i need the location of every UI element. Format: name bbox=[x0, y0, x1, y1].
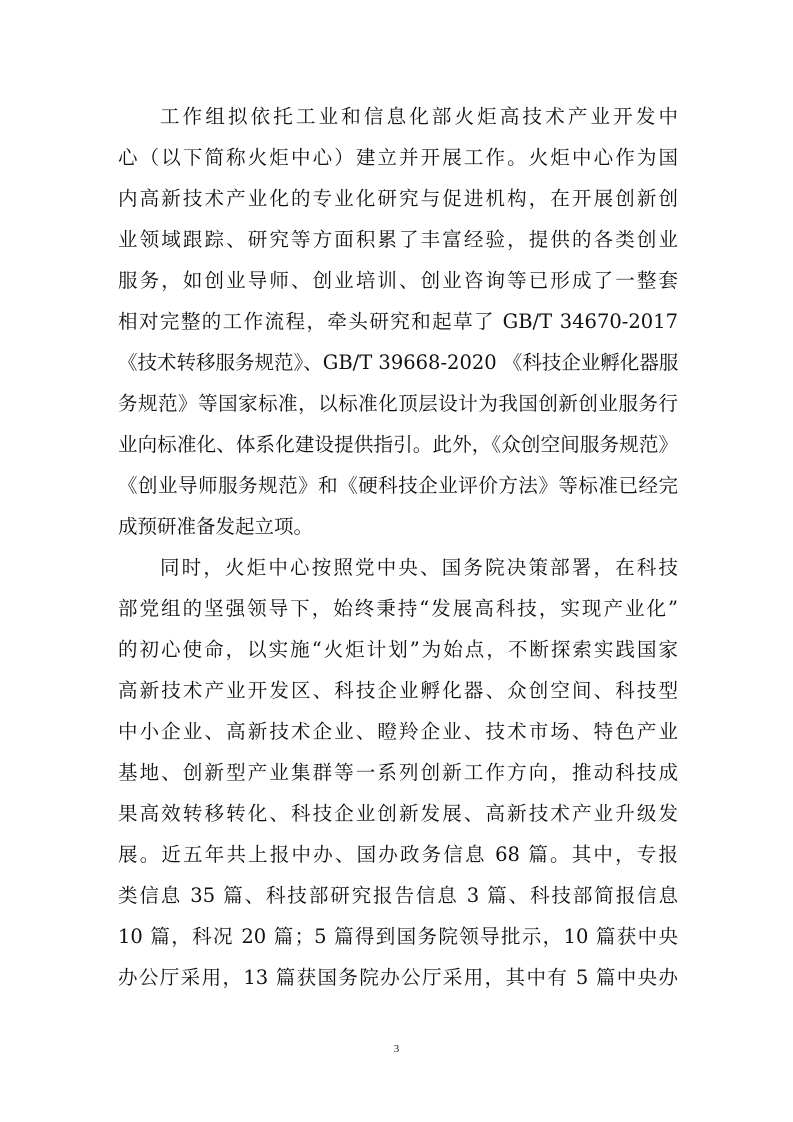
paragraph-1-line-10: 《创业导师服务规范》和《硬科技企业评价方法》等标准已经完 bbox=[118, 474, 678, 497]
body-text bbox=[118, 96, 678, 998]
paragraph-1-line-11: 成预研准备发起立项。 bbox=[118, 515, 314, 538]
paragraph-2-line-2: 部党组的坚强领导下，始终秉持“发展高科技，实现产业化” bbox=[118, 597, 678, 620]
paragraph-1-line-3: 内高新技术产业化的专业化研究与促进机构，在开展创新创 bbox=[118, 187, 678, 210]
paragraph-2-line-1: 同时，火炬中心按照党中央、国务院决策部署，在科技 bbox=[160, 556, 678, 579]
paragraph-2-line-11: 办公厅采用，13 篇获国务院办公厅采用，其中有 5 篇中央办 bbox=[118, 966, 678, 989]
paragraph-1-line-5: 服务，如创业导师、创业培训、创业咨询等已形成了一整套 bbox=[118, 269, 678, 292]
page-number: 3 bbox=[393, 1043, 400, 1055]
paragraph-2-line-6: 基地、创新型产业集群等一系列创新工作方向，推动科技成 bbox=[118, 761, 678, 784]
paragraph-2-line-5: 中小企业、高新技术企业、瞪羚企业、技术市场、特色产业 bbox=[118, 720, 678, 743]
paragraph-1-line-2: 心（以下简称火炬中心）建立并开展工作。火炬中心作为国 bbox=[118, 146, 678, 169]
paragraph-2-line-7: 果高效转移转化、科技企业创新发展、高新技术产业升级发 bbox=[118, 802, 678, 825]
paragraph-2-line-10: 10 篇，科况 20 篇；5 篇得到国务院领导批示，10 篇获中央 bbox=[118, 925, 678, 948]
paragraph-1-line-7: 《技术转移服务规范》、GB/T 39668-2020 《科技企业孵化器服 bbox=[118, 351, 678, 374]
paragraph-2-line-3: 的初心使命，以实施“火炬计划”为始点，不断探索实践国家 bbox=[118, 638, 678, 661]
paragraph-2-line-9: 类信息 35 篇、科技部研究报告信息 3 篇、科技部简报信息 bbox=[118, 884, 678, 907]
paragraph-2-line-8: 展。近五年共上报中办、国办政务信息 68 篇。其中，专报 bbox=[118, 843, 678, 866]
paragraph-1-line-6: 相对完整的工作流程，牵头研究和起草了 GB/T 34670-2017 bbox=[118, 310, 678, 333]
paragraph-1-line-9: 业向标准化、体系化建设提供指引。此外，《众创空间服务规范》 bbox=[118, 433, 678, 456]
paragraph-1-line-1: 工作组拟依托工业和信息化部火炬高技术产业开发中 bbox=[160, 105, 678, 128]
paragraph-2-line-4: 高新技术产业开发区、科技企业孵化器、众创空间、科技型 bbox=[118, 679, 678, 702]
paragraph-1-line-8: 务规范》等国家标准，以标准化顶层设计为我国创新创业服务行 bbox=[118, 392, 678, 415]
paragraph-1-line-4: 业领域跟踪、研究等方面积累了丰富经验，提供的各类创业 bbox=[118, 228, 678, 251]
